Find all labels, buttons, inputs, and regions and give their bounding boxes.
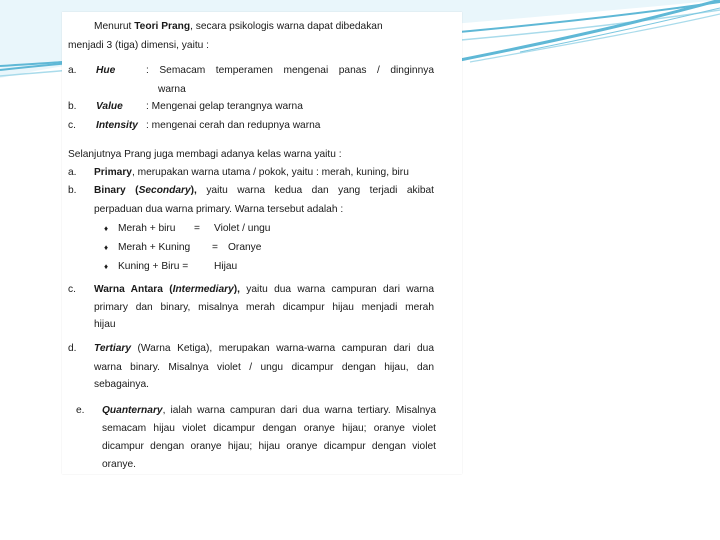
dimension-term-value: Value	[96, 101, 123, 112]
tertiary-line-1: Tertiary (Warna Ketiga), merupakan warna-warna campuran dari dua	[94, 343, 434, 354]
mix-right-2: Oranye	[228, 242, 262, 253]
dimension-desc-hue: : Semacam temperamen mengenai panas / dinginnya	[146, 65, 434, 76]
classes-intro: Selanjutnya Prang juga membagi adanya kelas warna yaitu :	[68, 149, 342, 160]
dimension-desc-intensity: : mengenai cerah dan redupnya warna	[146, 120, 321, 131]
quaternary-line-4: oranye.	[102, 459, 136, 470]
intermediary-line-3: hijau	[94, 319, 116, 330]
primary-line: Primary, merupakan warna utama / pokok, yaitu : merah, kuning, biru	[94, 167, 409, 178]
tertiary-line-3: sebagainya.	[94, 379, 149, 390]
quaternary-line-1: Quanternary, ialah warna campuran dari dua warna tertiary. Misalnya	[102, 405, 436, 416]
mix-left-1: Merah + biru	[118, 223, 176, 234]
intro-line-1: Menurut Teori Prang, secara psikologis warna dapat dibedakan	[94, 21, 383, 32]
mix-bullet-2: ♦	[104, 243, 109, 252]
tertiary-line-2: warna binary. Misalnya violet / ungu dicampur dengan hijau, dan	[94, 362, 434, 373]
intermediary-letter: c.	[68, 284, 76, 295]
mix-eq-2: =	[212, 242, 218, 253]
binary-letter: b.	[68, 185, 77, 196]
dimension-desc-hue-cont: warna	[158, 84, 186, 95]
mix-right-3: Hijau	[214, 261, 238, 272]
dimension-letter-c: c.	[68, 120, 76, 131]
dimension-term-intensity: Intensity	[96, 120, 138, 131]
mix-bullet-3: ♦	[104, 262, 109, 271]
mix-left-3: Kuning + Biru =	[118, 261, 189, 272]
intermediary-line-2: primary dan binary, misalnya merah dicampur hijau menjadi merah	[94, 302, 434, 313]
quaternary-letter: e.	[76, 405, 85, 416]
intro-line-2: menjadi 3 (tiga) dimensi, yaitu :	[68, 40, 209, 51]
mix-right-1: Violet / ungu	[214, 223, 271, 234]
dimension-letter-a: a.	[68, 65, 77, 76]
primary-letter: a.	[68, 167, 77, 178]
binary-line-2: perpaduan dua warna primary. Warna tersebut adalah :	[94, 204, 344, 215]
binary-line-1: Binary (Secondary), yaitu warna kedua dan yang terjadi akibat	[94, 185, 434, 196]
dimension-desc-value: : Mengenai gelap terangnya warna	[146, 101, 303, 112]
mix-bullet-1: ♦	[104, 224, 109, 233]
quaternary-line-2: semacam hijau violet dicampur dengan oranye hijau; oranye violet	[102, 423, 436, 434]
dimension-letter-b: b.	[68, 101, 77, 112]
intermediary-line-1: Warna Antara (Intermediary), yaitu dua warna campuran dari warna	[94, 284, 434, 295]
quaternary-line-3: dicampur dengan oranye hijau; hijau oranye dicampur dengan violet	[102, 441, 436, 452]
mix-eq-1: =	[194, 223, 200, 234]
mix-left-2: Merah + Kuning	[118, 242, 191, 253]
dimension-term-hue: Hue	[96, 65, 116, 76]
tertiary-letter: d.	[68, 343, 77, 354]
document-page	[62, 12, 462, 474]
